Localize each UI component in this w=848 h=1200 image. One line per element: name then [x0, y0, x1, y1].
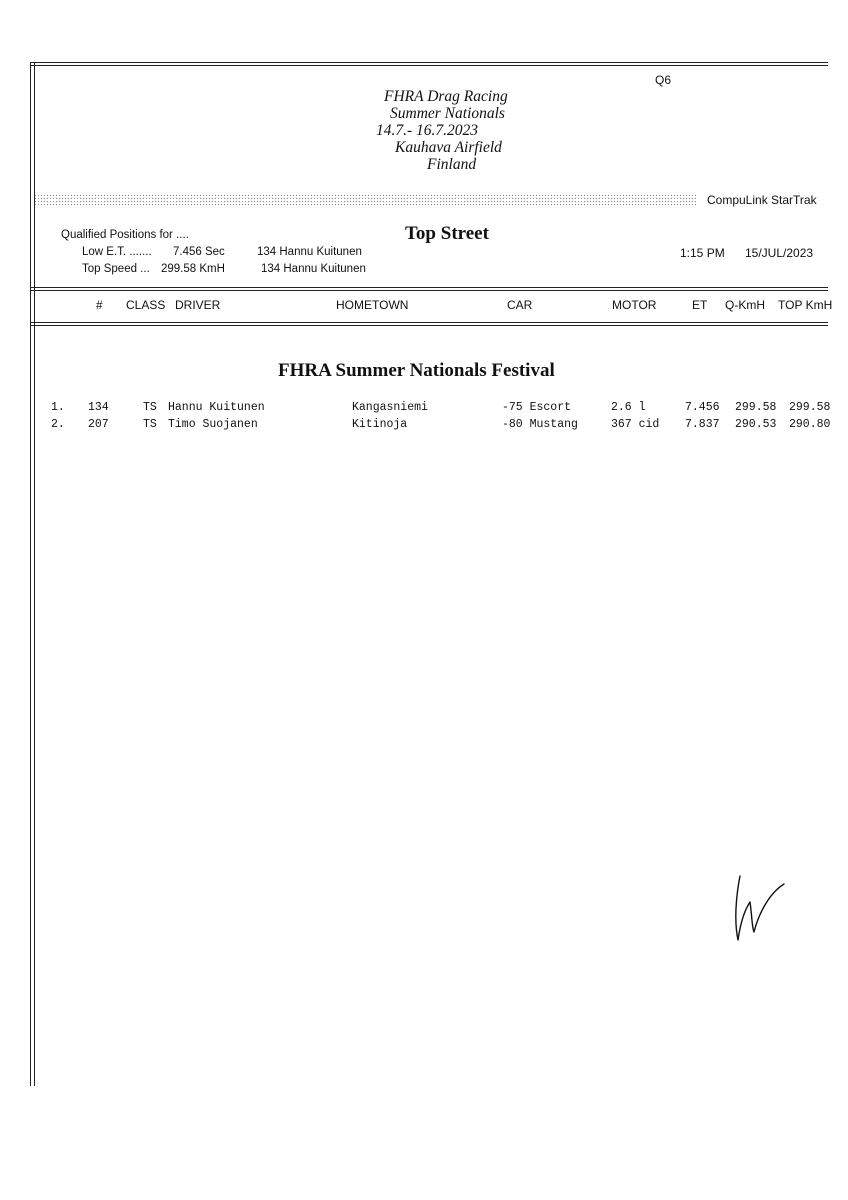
col-topkmh: TOP KmH [778, 298, 833, 312]
col-hometown: HOMETOWN [336, 298, 409, 312]
top-speed-value: 299.58 KmH [161, 263, 225, 275]
row-car: -80 Mustang [502, 418, 578, 431]
row-car: -75 Escort [502, 401, 572, 414]
doc-code: Q6 [655, 73, 672, 87]
col-num: # [96, 298, 103, 312]
top-speed-holder: 134 Hannu Kuitunen [261, 263, 366, 275]
row-topkmh: 299.58 [789, 401, 831, 414]
columns-top-rule-2 [30, 290, 828, 291]
event-line-1: FHRA Drag Racing [384, 88, 508, 105]
col-driver: DRIVER [175, 298, 221, 312]
row-hometown: Kitinoja [352, 418, 408, 431]
top-speed-label: Top Speed ... [82, 263, 150, 275]
col-qkmh: Q-KmH [725, 298, 765, 312]
row-number: 134 [88, 401, 109, 414]
col-car: CAR [507, 298, 533, 312]
columns-bottom-rule [30, 322, 828, 323]
row-qkmh: 290.53 [735, 418, 777, 431]
qualified-label: Qualified Positions for .... [61, 229, 189, 241]
row-driver: Hannu Kuitunen [168, 401, 265, 414]
row-et: 7.456 [685, 401, 720, 414]
left-border-outer [30, 62, 31, 1086]
row-number: 207 [88, 418, 109, 431]
row-hometown: Kangasniemi [352, 401, 428, 414]
system-label: CompuLink StarTrak [707, 193, 817, 207]
report-time: 1:15 PM [680, 246, 725, 260]
section-title: FHRA Summer Nationals Festival [278, 360, 555, 381]
event-venue: Kauhava Airfield [395, 139, 502, 156]
top-border [30, 62, 828, 63]
columns-top-rule [30, 287, 828, 288]
col-motor: MOTOR [612, 298, 657, 312]
columns-bottom-rule-2 [30, 325, 828, 326]
header-dot-band [34, 194, 698, 206]
low-et-label: Low E.T. ....... [82, 246, 152, 258]
signature [726, 866, 790, 946]
event-dates: 14.7.- 16.7.2023 [376, 122, 479, 139]
row-class: TS [143, 418, 157, 431]
event-country: Finland [427, 156, 477, 173]
row-driver: Timo Suojanen [168, 418, 258, 431]
row-motor: 367 cid [611, 418, 660, 431]
col-class: CLASS [126, 298, 166, 312]
row-et: 7.837 [685, 418, 720, 431]
row-topkmh: 290.80 [789, 418, 831, 431]
row-motor: 2.6 l [611, 401, 646, 414]
col-et: ET [692, 298, 708, 312]
event-line-2: Summer Nationals [390, 105, 505, 122]
report-date: 15/JUL/2023 [745, 246, 814, 260]
left-border-inner [34, 62, 35, 1086]
top-border-2 [30, 65, 828, 66]
row-position: 2. [51, 418, 65, 431]
low-et-value: 7.456 Sec [173, 246, 225, 258]
low-et-holder: 134 Hannu Kuitunen [257, 246, 362, 258]
row-qkmh: 299.58 [735, 401, 777, 414]
class-title: Top Street [405, 223, 489, 244]
row-position: 1. [51, 401, 65, 414]
row-class: TS [143, 401, 157, 414]
